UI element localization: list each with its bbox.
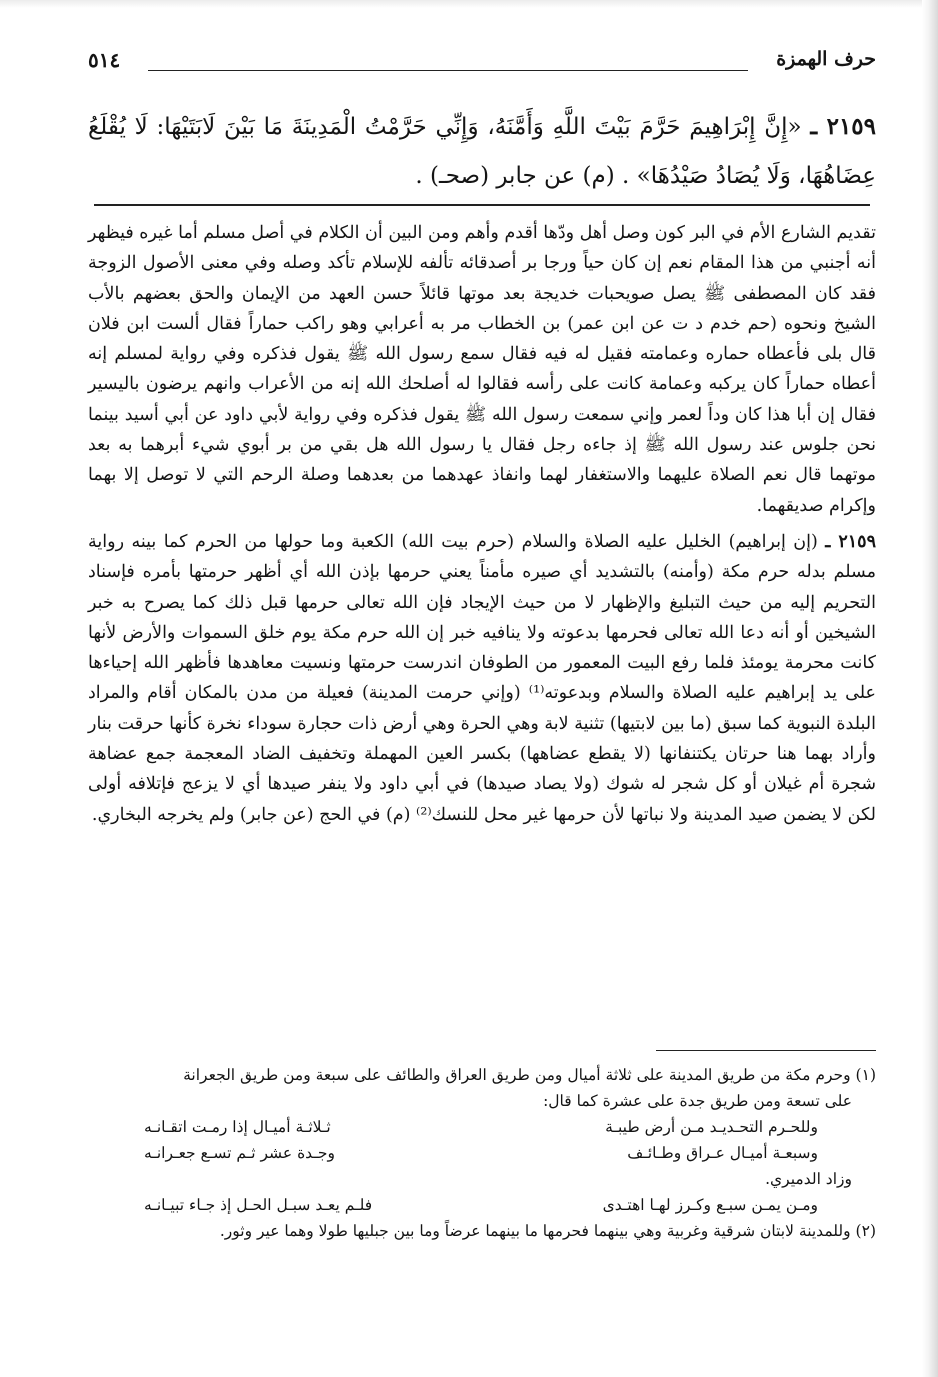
commentary-paragraph-2: (إن إبراهيم) الخليل عليه الصلاة والسلام (حرم بيت الله) الكعبة وما حولها من الحرم كما بينه رواية مسلم بدله حرم مكة (وأمنه) بالتشديد أي صيره مأمناً يعني حرمها بإذن الله أي أظهر حرمتها بأمره فإسناد التحريم إليه من حيث التبليغ والإظهار لا من حيث الإيجاد فإن الله تعالى حرمها قبل ذلك كما يصرح به خبر الشيخين أو أنه دعا الله تعالى فحرمها بدعوته ولا ينافيه خبر إن الله حرم مكة يوم خلق السموات والأرض لأنها كانت محرمة يومئذ فلما رفع البيت المعمور من الطوفان اندرست حرمتها ونسيت معاهدها فأظهر الله إحياءها على يد إبراهيم عليه الصلاة والسلام وبدعوته⁽¹⁾ (وإني حرمت المدينة) فعيلة من مدن بالمكان أقام والمراد البلدة النبوية كما سبق (ما بين لابتيها) تثنية لابة وهي الحرة وهي أرض ذات حجارة سوداء نخرة كأنها حرقت بنار وأراد بهما هنا حرتان يكتنفانها (لا يقطع عضاهها) بكسر العين المهملة وتخفيف الضاد المعجمة جمع عضاهة شجرة أم غيلان أو كل شجر له شوك (ولا يصاد صيدها) في أبي داود ولا ينفر صيدها أي لا يزعج فإتلافه أولى لكن لا يضمن صيد المدينة ولا نباتها لأن حرمها غير محل للنسك⁽²⁾ (م) في الحج (عن جابر) ولم يخرجه البخاري. bbox=[88, 531, 876, 825]
verse-line-3 bbox=[88, 1192, 876, 1218]
verse-1-right: وللحـرم التحـديـد مـن أرض طيبـة bbox=[605, 1118, 818, 1136]
page-header bbox=[88, 48, 876, 78]
header-rule bbox=[148, 70, 748, 71]
hadith-text: «إِنَّ إِبْرَاهِيمَ حَرَّمَ بَيْتَ اللَّهِ وَأَمَّنَهُ، وَإِنِّي حَرَّمْتُ الْمَدِينَةَ مَا بَيْنَ لَابَتَيْهَا: لَا يُقْلَعُ عِضَاهُهَا، وَلَا يُصَادُ صَيْدُهَا» . (م) عن جابر (صحـ) . bbox=[88, 114, 876, 189]
hadith-text-block bbox=[88, 102, 876, 201]
commentary-paragraph-2-wrap bbox=[88, 527, 876, 830]
verse-2-left: وجـدة عشر ثـم تسـع جعـرانـه bbox=[144, 1144, 335, 1162]
chapter-title: حرف الهمزة bbox=[776, 48, 876, 70]
verse-line-2 bbox=[88, 1140, 876, 1166]
verse-3-left: فلـم يعـد سبـل الحـل إذ جـاء تبيـانـه bbox=[144, 1196, 373, 1214]
verse-line-1 bbox=[88, 1114, 876, 1140]
section-divider bbox=[94, 204, 870, 206]
commentary-paragraph-2-number: ٢١٥٩ ـ bbox=[825, 531, 876, 552]
footnotes-block bbox=[88, 1062, 876, 1244]
commentary-paragraph-1: تقديم الشارع الأم في البر كون وصل أهل ودّها أقدم وأهم ومن البين أن الكلام في أصل مسلم أما غيره فيظهر أنه أجنبي من هذا المقام نعم إن كان حياً ورجا بر أصدقائه تألفه للإسلام تأكد وصله وفي معنى الأصول الزوجة فقد كان المصطفى ﷺ يصل صويحبات خديجة بعد موتها قائلاً حسن العهد من الإيمان والحق بعضهم بالأب الشيخ ونحوه (حم خدم د ت عن ابن عمر) بن الخطاب مر به أعرابي وهو راكب حماراً فقال ألست ابن فلان قال بلى فأعطاه حماره وعمامته فقيل له فيه فقال سمع رسول الله ﷺ يقول فذكره وفي رواية لمسلم إنه أعطاه حماراً كان يركبه وعمامة كانت على رأسه فقالوا له أصلحك الله إنه من الأعراب وانهم يرضون باليسير فقال إن أبا هذا كان وداً لعمر وإني سمعت رسول الله ﷺ يقول فذكره وفي رواية لأبي داود عن أبي أسيد بينما نحن جلوس عند رسول الله ﷺ إذ جاءه رجل فقال يا رسول الله هل بقي من بر أبوي شيء أبرهما به بعد موتهما قال نعم الصلاة عليهما والاستغفار لهما وانفاذ عهدهما من بعدهما وصلة الرحم التي لا توصل إلا بهما وإكرام صديقهما. bbox=[88, 223, 876, 516]
scan-edge-shadow bbox=[922, 0, 938, 1377]
footnote-divider bbox=[656, 1050, 876, 1051]
footnote-1-line-1: (١) وحرم مكة من طريق المدينة على ثلاثة أميال ومن طريق العراق والطائف على سبعة ومن طريق الجعرانة bbox=[183, 1066, 876, 1084]
footnote-1-line-2: على تسعة ومن طريق جدة على عشرة كما قال: bbox=[543, 1092, 852, 1110]
footnote-2: (٢) وللمدينة لابتان شرقية وغربية وهي بينهما فحرمها ما بينهما عرضاً وما بين جبليها طولا وهما عير وثور. bbox=[219, 1222, 876, 1240]
page-number: ٥١٤ bbox=[88, 48, 121, 72]
verse-3-right: ومـن يمـن سبـع وكـرز لهـا اهتـدى bbox=[602, 1196, 818, 1214]
hadith-number: ٢١٥٩ ـ bbox=[810, 113, 877, 140]
verse-1-left: ثـلاثـة أميـال إذا رمـت اتقـانـه bbox=[144, 1118, 331, 1136]
verse-2-right: وسبعـة أميـال عـراق وطـائـف bbox=[627, 1144, 818, 1162]
commentary-block bbox=[88, 218, 876, 830]
scan-top-shadow bbox=[0, 0, 938, 8]
footnote-1-line-3: وزاد الدميري. bbox=[765, 1170, 852, 1188]
